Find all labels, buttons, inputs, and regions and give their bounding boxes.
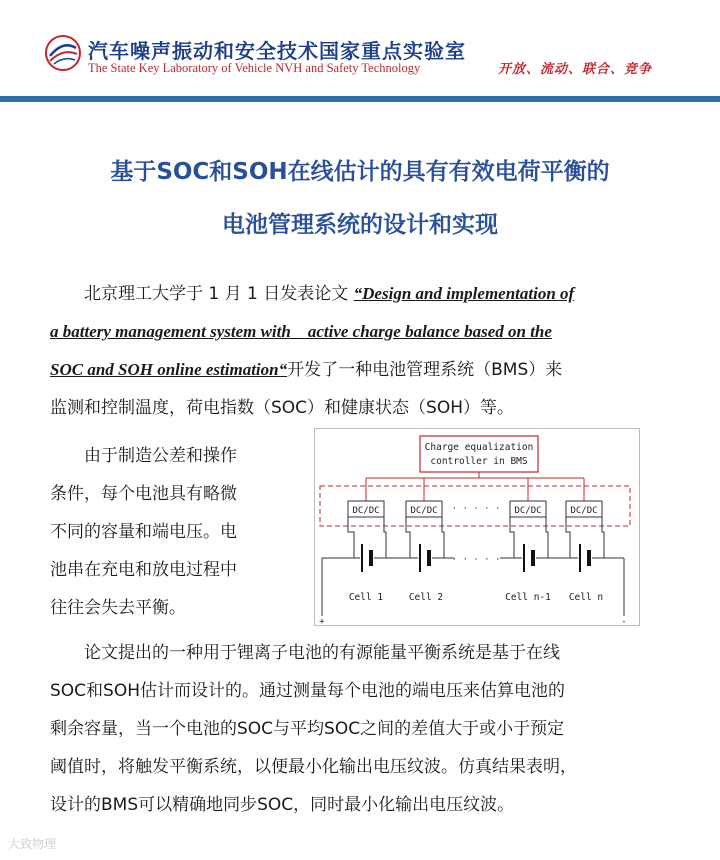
- cell-label: Cell n-1: [505, 592, 551, 603]
- balancing-circuit-diagram: [314, 428, 640, 626]
- imbalance-line: 池串在充电和放电过程中: [50, 560, 237, 580]
- imbalance-line: 由于制造公差和操作: [84, 446, 237, 466]
- method-line: 论文提出的一种用于锂离子电池的有源能量平衡系统是基于在线: [84, 643, 560, 663]
- intro-text-cont: 开发了一种电池管理系统（BMS）来: [287, 360, 563, 380]
- paper-title-part-1: “Design and implementation of: [353, 284, 575, 303]
- dcdc-converter: [566, 501, 602, 517]
- cell-label: Cell 1: [348, 592, 384, 603]
- article-title-line-1: 基于SOC和SOH在线估计的具有有效电荷平衡的: [110, 159, 610, 185]
- ellipsis: · · · · ·: [451, 504, 501, 514]
- article-title-line-2: 电池管理系统的设计和实现: [222, 212, 498, 238]
- controller-label-line-2: controller in BMS: [430, 456, 528, 467]
- method-line: 阈值时，将触发平衡系统，以便最小化输出电压纹波。仿真结果表明，: [50, 757, 577, 777]
- dcdc-label: DC/DC: [410, 506, 438, 516]
- intro-text: 北京理工大学于 1 月 1 日发表论文: [84, 284, 354, 304]
- cell-label: Cell n: [568, 592, 604, 603]
- method-line: 设计的BMS可以精确地同步SOC，同时最小化输出电压纹波。: [50, 795, 515, 815]
- imbalance-line: 往往会失去平衡。: [50, 598, 186, 618]
- wire-ellipsis: · · · · ·: [451, 555, 501, 565]
- dcdc-label: DC/DC: [352, 506, 380, 516]
- method-line: SOC和SOH估计而设计的。通过测量每个电池的端电压来估算电池的: [50, 681, 565, 701]
- terminal-minus: -: [621, 617, 627, 626]
- lab-motto: 开放、流动、联合、竞争: [498, 62, 653, 77]
- paragraph-method: [50, 634, 670, 824]
- cell-label: Cell 2: [408, 592, 444, 603]
- dcdc-converter: [348, 501, 384, 517]
- imbalance-line: 不同的容量和端电压。电: [50, 522, 237, 542]
- header-divider: [0, 96, 720, 102]
- lab-name-cn: 汽车噪声振动和安全技术国家重点实验室: [88, 39, 466, 63]
- paper-title-part-3: SOC and SOH online estimation“: [50, 360, 288, 379]
- paragraph-imbalance: [50, 437, 290, 627]
- dcdc-converter: [510, 501, 546, 517]
- intro-line-1: [50, 275, 670, 313]
- dcdc-converter: [406, 501, 442, 517]
- intro-line-2: [50, 313, 670, 351]
- page-header: [0, 0, 720, 96]
- paper-title-part-2: a battery management system with active charge balance based on the: [50, 322, 552, 341]
- lab-logo-icon: [44, 34, 82, 72]
- method-line: 剩余容量，当一个电池的SOC与平均SOC之间的差值大于或小于预定: [50, 719, 565, 739]
- imbalance-line: 条件，每个电池具有略微: [50, 484, 237, 504]
- intro-line-3: [50, 351, 670, 389]
- terminal-plus: +: [319, 617, 325, 626]
- dcdc-label: DC/DC: [514, 506, 542, 516]
- lab-name-en: The State Key Laboratory of Vehicle NVH and Safety Technology: [88, 61, 421, 75]
- dcdc-label: DC/DC: [570, 506, 598, 516]
- paragraph-intro: [50, 275, 670, 427]
- intro-line-4: 监测和控制温度，荷电指数（SOC）和健康状态（SOH）等。: [50, 398, 514, 418]
- watermark: 大致物理: [8, 837, 57, 851]
- controller-label-line-1: Charge equalization: [424, 442, 534, 453]
